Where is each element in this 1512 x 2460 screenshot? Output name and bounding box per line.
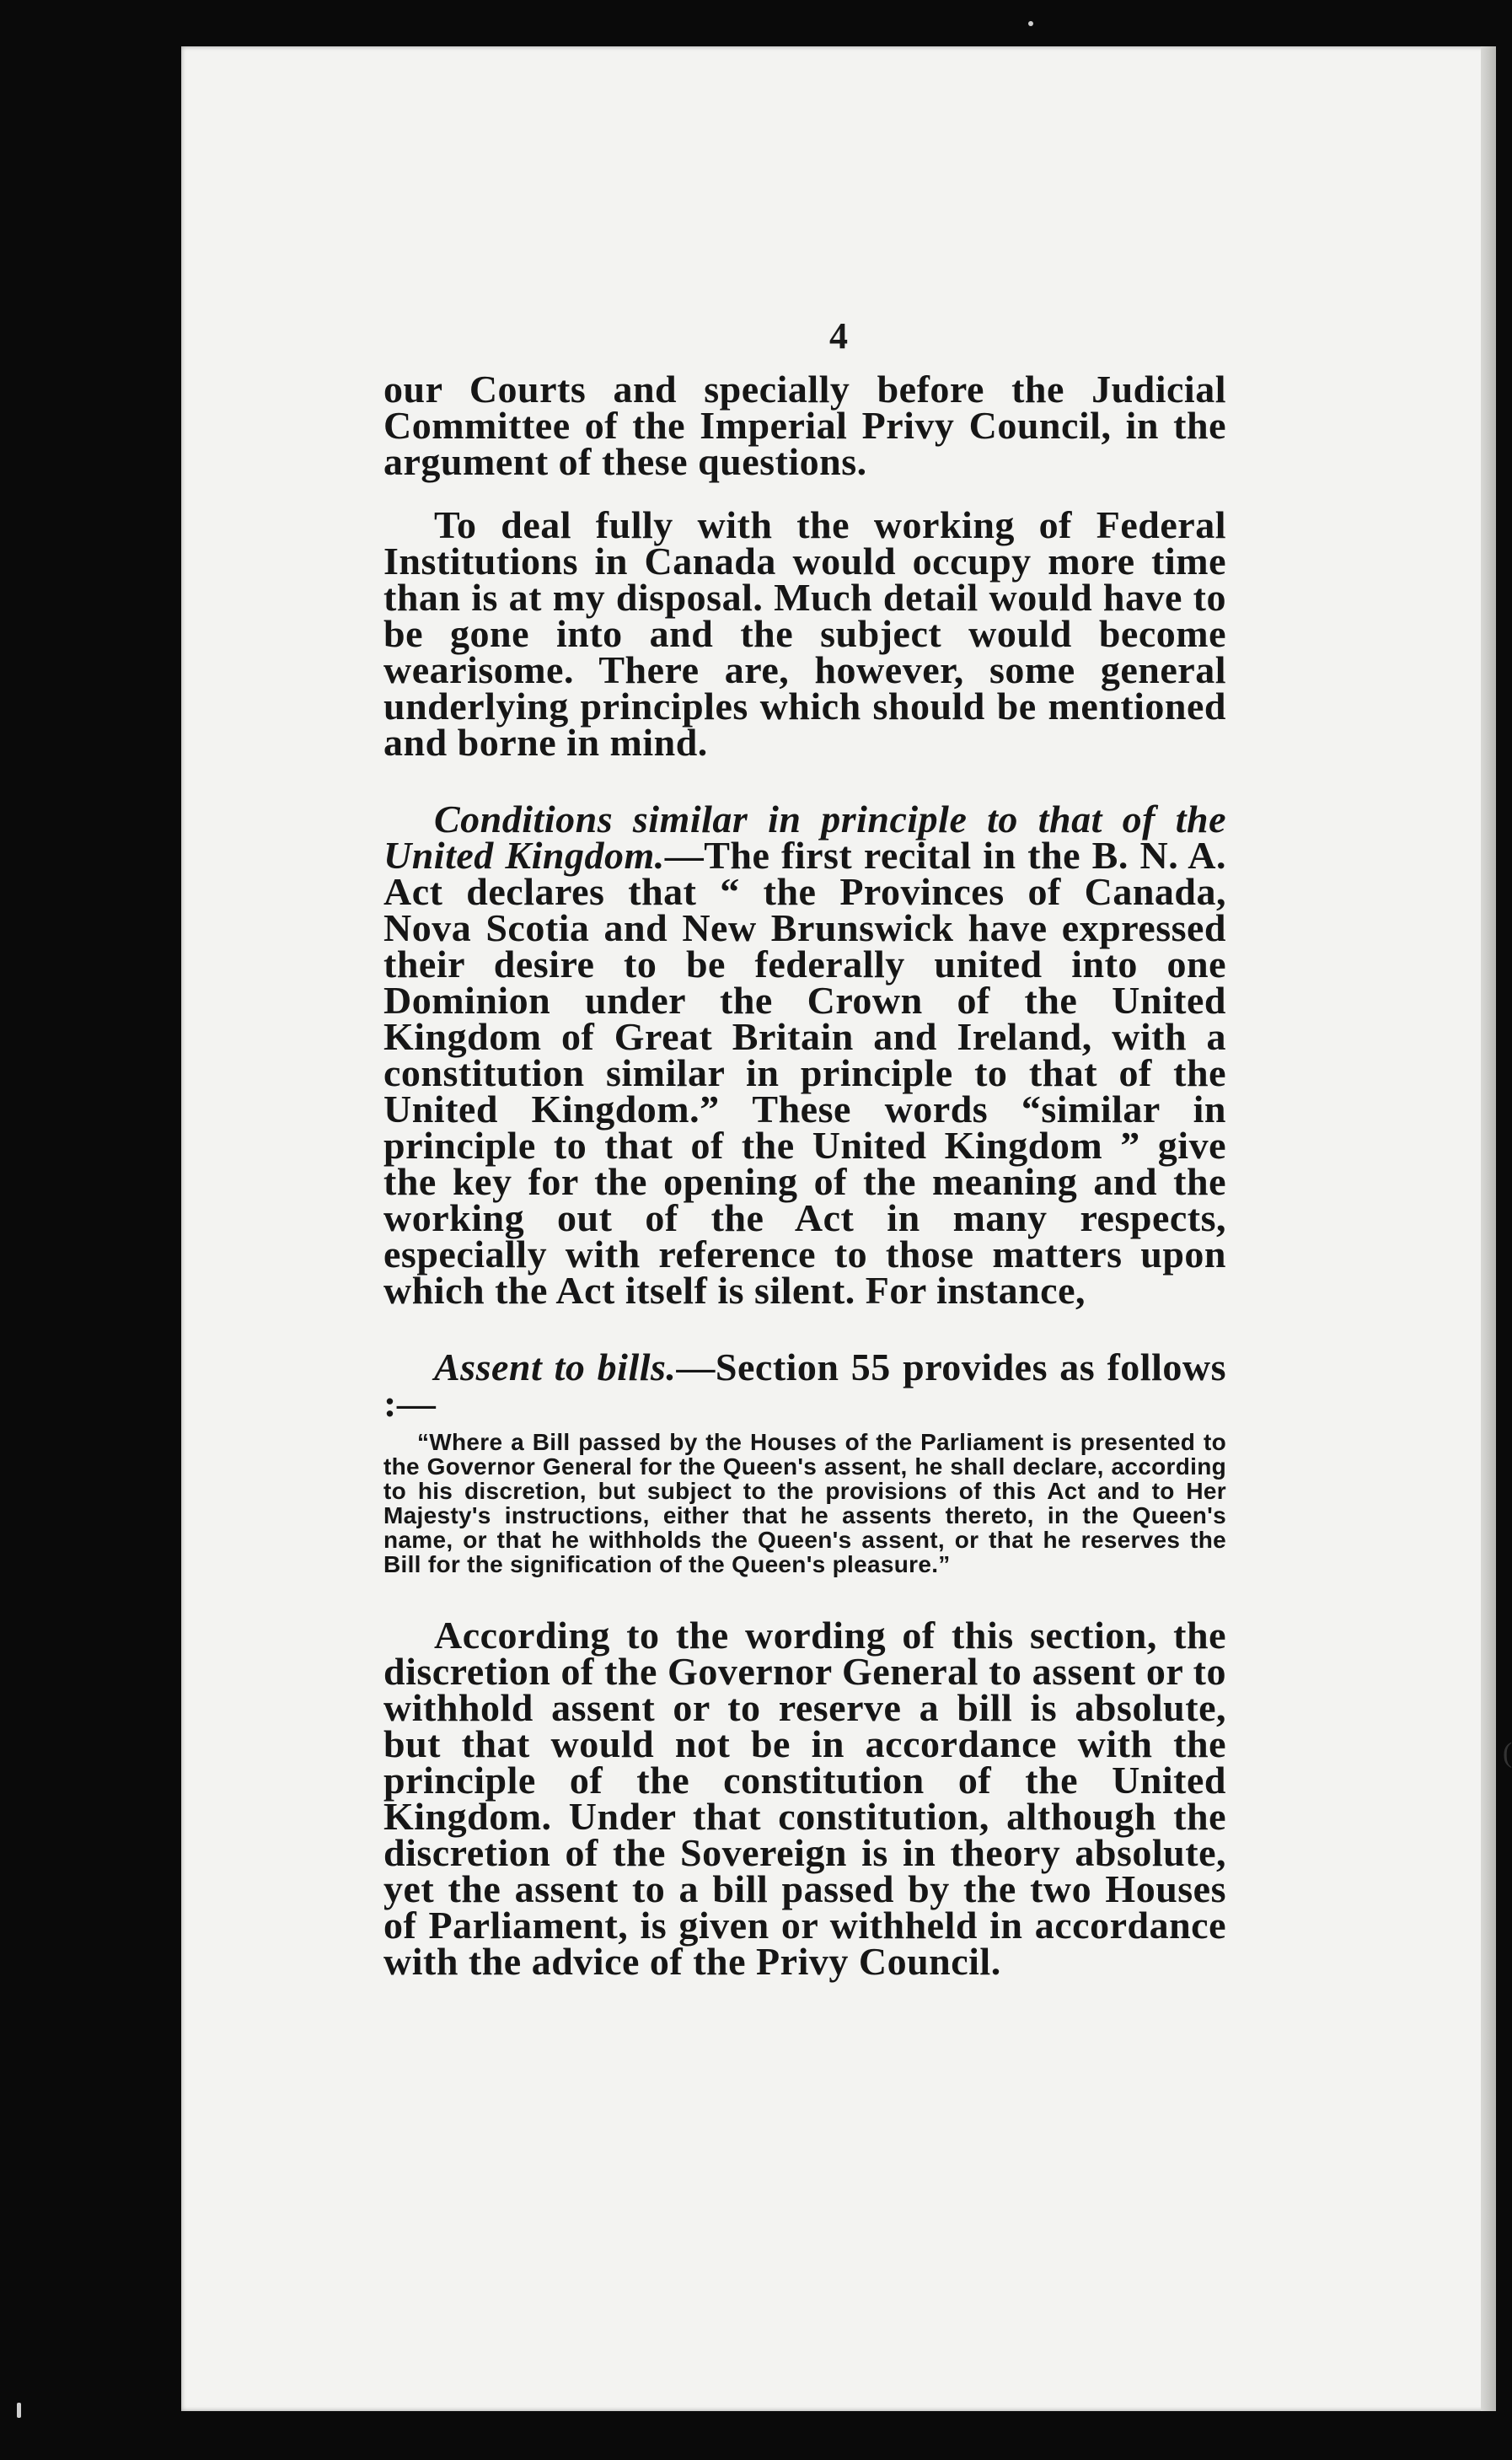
margin-mark: ( <box>1503 1738 1512 1769</box>
body-text <box>383 368 1226 1983</box>
page-edge <box>1481 46 1496 2411</box>
paragraph-2: To deal fully with the working of Federal Institutions in Canada would occupy more time than is at my disposal. Much detail would have to be gone into and the subject would become wearisome. There are, however, some general underlying principles which should be mentioned and borne in mind. <box>383 503 1226 764</box>
section-heading-assent: Assent to bills. <box>434 1345 677 1388</box>
paragraph-4 <box>383 1345 1226 1425</box>
paragraph-3-text: —The first recital in the B. N. A. Act declares that “ the Provinces of Canada, Nova Scotia and New Brunswick have expressed their desire to be federally united into one Dominion under the Crown of the United Kingdom of Great Britain and Ireland, with a constitution similar in principle to that of the United Kingdom.” These words “similar in principle to that of the United Kingdom ” give the key for the opening of the meaning and the working out of the Act in many respects, especially with reference to those matters upon which the Act itself is silent. For instance, <box>383 834 1226 1312</box>
block-quote <box>383 1430 1226 1576</box>
page-number: 4 <box>829 315 848 357</box>
paragraph-1: our Courts and specially before the Judicial Committee of the Imperial Privy Council, in the argument of these questions. <box>383 368 1226 483</box>
scan-speck <box>1028 21 1033 26</box>
paragraph-5: According to the wording of this section, the discretion of the Governor General to assent or to withhold assent or to reserve a bill is absolute, but that would not be in accordance with the principle of the constitution of the United Kingdom. Under that constitution, although the discretion of the Sovereign is in theory absolute, yet the assent to a bill passed by the two Houses of Parliament, is given or withheld in accordance with the advice of the Privy Council. <box>383 1614 1226 1983</box>
scan-speck <box>17 2403 21 2418</box>
scanned-page <box>181 46 1512 2411</box>
paragraph-3 <box>383 798 1226 1312</box>
paragraph-4-text: —Section 55 provides as follows :— <box>383 1345 1226 1425</box>
section-heading-conditions: Conditions similar in principle to that of the United Kingdom. <box>383 798 1226 877</box>
quote-text: “Where a Bill passed by the Houses of the Parliament is presented to the Governor General for the Queen's assent, he shall declare, according to his discretion, but subject to the provisions of this Act and to Her Majesty's instructions, either that he assents thereto, in the Queen's name, or that he withholds the Queen's assent, or that he reserves the Bill for the signification of the Queen's pleasure.” <box>383 1429 1226 1577</box>
